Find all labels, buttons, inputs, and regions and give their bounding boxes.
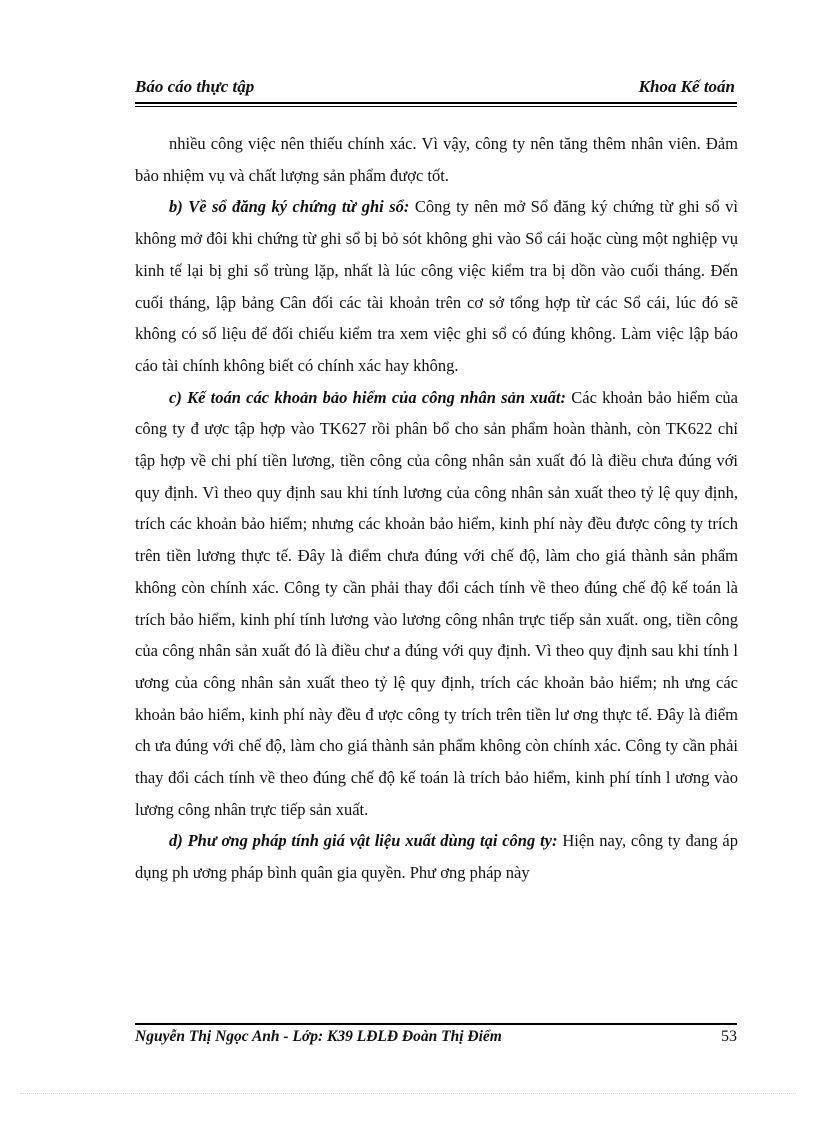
header-department: Khoa Kế toán (638, 77, 735, 96)
paragraph-heading: b) Về sổ đăng ký chứng từ ghi sổ: (169, 197, 410, 217)
paragraph-text: nhiều công việc nên thiếu chính xác. Vì vậy, công ty nên tăng thêm nhân viên. Đảm bảo nhiệm vụ và chất lượng sản phẩm được tốt. (135, 134, 738, 185)
header-rule-thick (135, 102, 737, 104)
footer-rule (135, 1023, 737, 1025)
paragraph-b (135, 191, 738, 381)
page-number: 53 (721, 1028, 737, 1045)
header-rule-thin (135, 106, 737, 107)
header-report-title: Báo cáo thực tập (135, 77, 255, 96)
footer-author: Nguyễn Thị Ngọc Anh - Lớp: K39 LĐLĐ Đoàn Thị Điểm (135, 1028, 502, 1045)
paragraph-text: Các khoản bảo hiểm của công ty đ ược tập hợp vào TK627 rồi phân bổ cho sản phẩm hoàn thành, còn TK622 chỉ tập hợp về chi phí tiền lương, tiền công của công nhân sản xuất đó là điều chưa đúng với quy định. Vì theo quy định sau khi tính lương của công nhân sản xuất theo tỷ lệ quy định, trích các khoản bảo hiểm; nhưng các khoản bảo hiểm, kinh phí này đều được công ty trích trên tiền lương thực tế. Đây là điểm chưa đúng với chế độ, làm cho giá thành sản phẩm không còn chính xác. Công ty cần phải thay đổi cách tính về theo đúng chế độ kế toán là trích bảo hiểm, kinh phí tính lương vào lương công nhân trực tiếp sản xuất. ong, tiền công của công nhân sản xuất đó là điều chư a đúng với quy định. Vì theo quy định sau khi tính l ương của công nhân sản xuất theo tỷ lệ quy định, trích các khoản bảo hiểm; nh ưng các khoản bảo hiểm, kinh phí này đều đ ược công ty trích trên tiền lư ơng thực tế. Đây là điểm ch ưa đúng với chế độ, làm cho giá thành sản phẩm không còn chính xác. Công ty cần phải thay đổi cách tính về theo đúng chế độ kế toán là trích bảo hiểm, kinh phí tính l ương vào lương công nhân trực tiếp sản xuất. (135, 387, 738, 819)
paragraph-d (135, 825, 738, 888)
page-edge (20, 1093, 796, 1094)
paragraph-text: Công ty nên mở Sổ đăng ký chứng từ ghi sổ vì không mở đôi khi chứng từ ghi sổ bị bỏ sót không ghi vào Sổ cái hoặc cùng một nghiệp vụ kinh tế lại bị ghi sổ trùng lặp, nhất là lúc công việc kiểm tra bị dồn vào cuối tháng. Đến cuối tháng, lập bảng Cân đối các tài khoản trên cơ sở tổng hợp từ các Sổ cái, lúc đó sẽ không có số liệu để đối chiếu kiểm tra xem việc ghi sổ có đúng không. Làm việc lập báo cáo tài chính không biết có chính xác hay không. (135, 197, 739, 375)
body-text (135, 128, 738, 889)
paragraph-continuation (135, 128, 738, 191)
paragraph-c (135, 382, 738, 826)
paragraph-heading: d) Phư ơng pháp tính giá vật liệu xuất dùng tại công ty: (169, 831, 558, 851)
page-header (135, 77, 735, 99)
page-footer (135, 1028, 737, 1050)
paragraph-heading: c) Kế toán các khoản bảo hiểm của công nhân sản xuất: (169, 387, 567, 407)
paragraph-text: Hiện nay, công ty đang áp dụng ph ương pháp bình quân gia quyền. Phư ơng pháp này (135, 831, 738, 883)
